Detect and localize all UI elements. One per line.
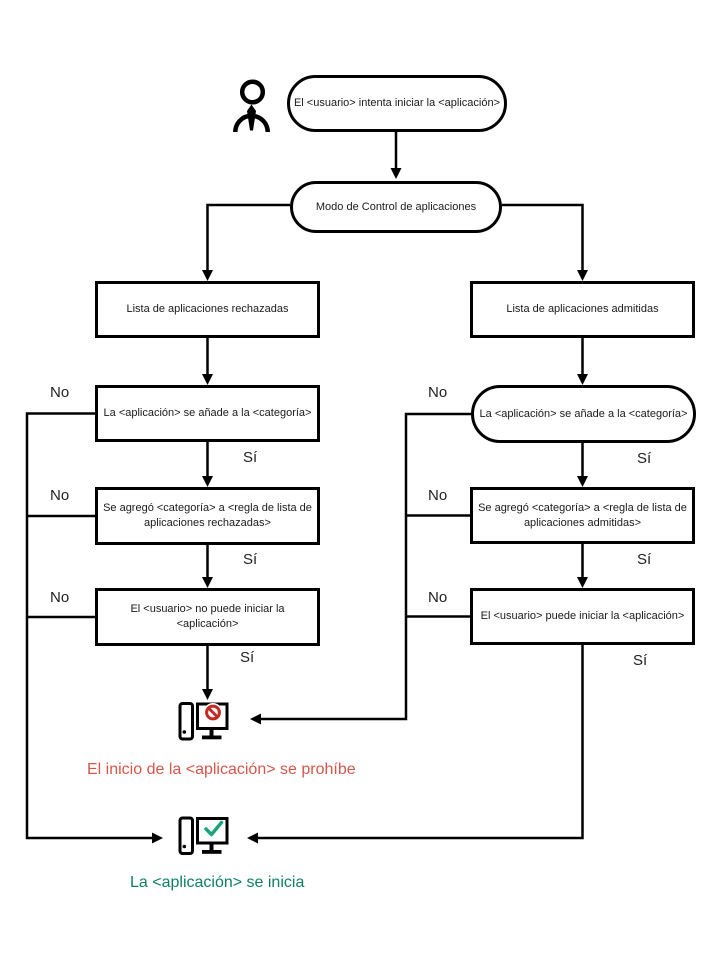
arrowhead-down xyxy=(577,374,588,385)
user-head xyxy=(242,82,263,103)
user-shoulders xyxy=(235,116,267,132)
arrowhead-down xyxy=(577,577,588,588)
edge-label-yes: Sí xyxy=(240,649,255,666)
edge-label-no: No xyxy=(428,384,448,401)
user-tie xyxy=(247,105,256,131)
arrowhead-down xyxy=(202,374,213,385)
node-allowlist: Lista de aplicaciones admitidas xyxy=(470,281,695,338)
edge-label-yes: Sí xyxy=(637,551,652,568)
arrowhead-down xyxy=(202,476,213,487)
edge-label-no: No xyxy=(50,384,70,401)
prohibited-halo xyxy=(204,703,223,722)
prohibited-slash xyxy=(209,708,218,717)
node-allow-result: El <usuario> puede iniciar la <aplicación> xyxy=(470,588,695,645)
edge-label-no: No xyxy=(428,589,448,606)
computer-started-icon xyxy=(180,818,227,854)
node-start: El <usuario> intenta iniciar la <aplicación> xyxy=(287,75,507,132)
edge-mode-to-allowlist xyxy=(502,205,583,271)
node-application-control-mode: Modo de Control de aplicaciones xyxy=(290,181,502,233)
node-deny-rule: Se agregó <categoría> a <regla de lista de aplicaciones rechazadas> xyxy=(95,487,320,545)
edge-label-yes: Sí xyxy=(633,652,648,669)
edge-label-yes: Sí xyxy=(637,450,652,467)
arrowhead-left xyxy=(247,833,258,844)
edge-no-trunk-right xyxy=(260,414,471,719)
edge-label-no: No xyxy=(50,589,70,606)
computer-blocked-icon xyxy=(180,703,227,739)
connector-lines xyxy=(27,132,583,838)
prohibited-icon xyxy=(204,703,223,722)
node-denylist: Lista de aplicaciones rechazadas xyxy=(95,281,320,338)
outcome-blocked-text: El inicio de la <aplicación> se prohíbe xyxy=(87,761,356,778)
edge-label-yes: Sí xyxy=(243,551,258,568)
node-allow-rule: Se agregó <categoría> a <regla de lista de aplicaciones admitidas> xyxy=(470,487,695,544)
arrowhead-down xyxy=(577,476,588,487)
node-deny-category: La <aplicación> se añade a la <categoría> xyxy=(95,385,320,442)
outcome-started-text: La <aplicación> se inicia xyxy=(130,874,305,891)
arrowhead-down xyxy=(577,270,588,281)
user-icon xyxy=(235,82,267,132)
check-icon xyxy=(206,823,222,835)
node-allow-category: La <aplicación> se añade a la <categoría> xyxy=(471,385,696,443)
node-deny-result: El <usuario> no puede iniciar la <aplicación> xyxy=(95,588,320,646)
prohibited-ring xyxy=(207,706,220,719)
edge-label-no: No xyxy=(50,487,70,504)
edge-mode-to-denylist xyxy=(208,205,291,271)
arrowhead-left xyxy=(250,714,261,725)
arrowhead-down xyxy=(391,168,402,179)
arrowhead-right xyxy=(152,833,163,844)
arrowhead-down xyxy=(202,689,213,700)
arrowhead-down xyxy=(202,577,213,588)
edge-allow-result-yes xyxy=(257,645,583,838)
arrowhead-down xyxy=(202,270,213,281)
edge-label-yes: Sí xyxy=(243,449,258,466)
edge-label-no: No xyxy=(428,487,448,504)
